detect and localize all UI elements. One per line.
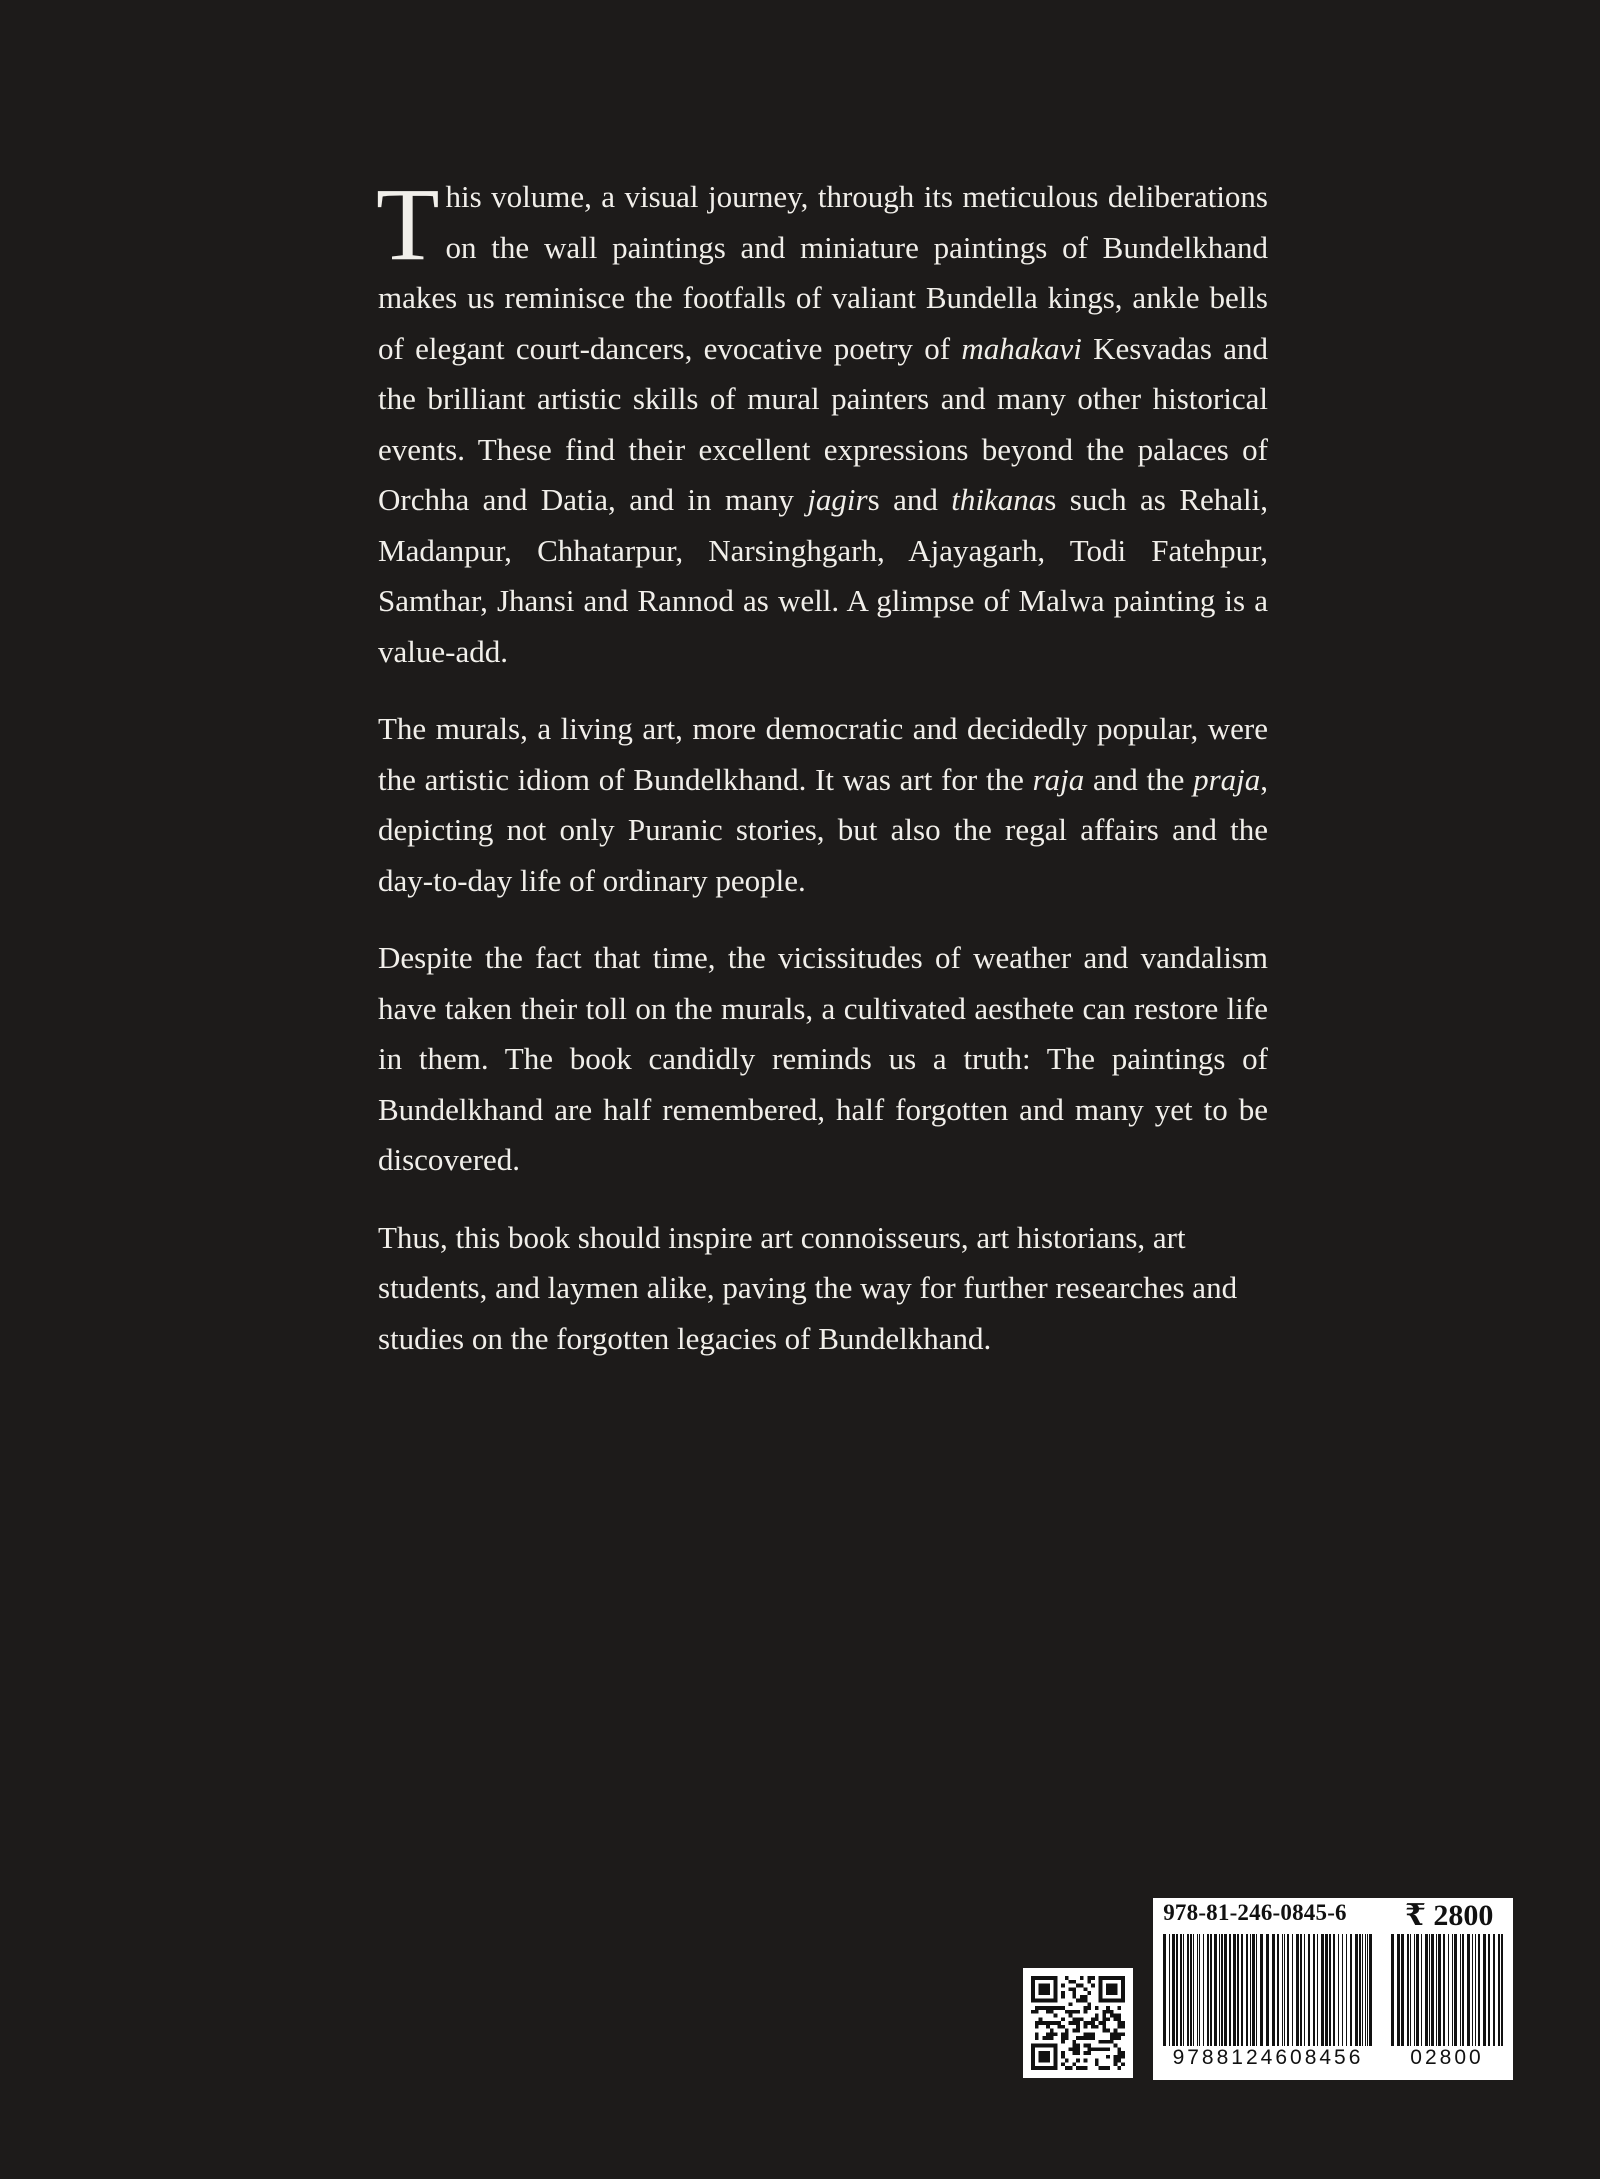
qr-module xyxy=(1117,2036,1121,2040)
blurb-text: , depicting not only Puranic stories, but also the regal affairs and the day-to-day life of ordinary people. xyxy=(378,761,1268,898)
qr-module xyxy=(1072,2040,1076,2044)
qr-module xyxy=(1061,2036,1065,2040)
qr-module xyxy=(1121,2062,1125,2066)
barcode-bar xyxy=(1391,1934,1394,2046)
qr-module xyxy=(1076,2051,1080,2055)
qr-module xyxy=(1072,2051,1076,2055)
blurb-italic-term: praja xyxy=(1193,761,1261,797)
barcode-bar xyxy=(1169,1934,1170,2046)
barcode-bar xyxy=(1407,1934,1409,2046)
blurb-text: s such as Rehali, Madanpur, Chhatarpur, Narsinghgarh, Ajayagarh, Todi Fatehpur, Samthar, Jhansi and Rannod as well. A glimpse of Malwa painting is a value-add. xyxy=(378,482,1268,669)
qr-module xyxy=(1072,1995,1076,1999)
qr-module xyxy=(1076,2021,1080,2025)
barcode-bar xyxy=(1233,1934,1236,2046)
qr-module xyxy=(1072,2029,1076,2033)
qr-module xyxy=(1084,2044,1088,2048)
qr-module xyxy=(1084,1987,1088,1991)
qr-module xyxy=(1121,2055,1125,2059)
qr-module xyxy=(1117,2025,1121,2029)
qr-module xyxy=(1050,2036,1054,2040)
qr-module xyxy=(1076,2036,1080,2040)
barcode-bar xyxy=(1346,1934,1347,2046)
qr-module xyxy=(1106,2017,1110,2021)
qr-module xyxy=(1091,2017,1095,2021)
barcode-bar xyxy=(1207,1934,1209,2046)
barcode-bar xyxy=(1282,1934,1283,2046)
qr-module xyxy=(1076,2059,1080,2063)
blurb-paragraph-3 xyxy=(378,933,1268,1186)
qr-module xyxy=(1072,2017,1076,2021)
qr-module xyxy=(1039,2017,1043,2021)
qr-module xyxy=(1069,2014,1073,2018)
barcode-bar xyxy=(1256,1934,1257,2046)
qr-module xyxy=(1117,2066,1121,2070)
qr-module xyxy=(1035,2036,1039,2040)
qr-module xyxy=(1076,2025,1080,2029)
blurb-text: The murals, a living art, more democratic and decidedly popular, were the artistic idiom of Bundelkhand. It was art for the xyxy=(378,711,1268,797)
qr-module xyxy=(1069,2066,1073,2070)
qr-module xyxy=(1050,2032,1054,2036)
qr-module xyxy=(1046,2006,1050,2010)
qr-module xyxy=(1117,2021,1121,2025)
qr-module xyxy=(1084,2051,1088,2055)
barcode-bar xyxy=(1176,1934,1178,2046)
qr-module xyxy=(1080,1976,1084,1980)
qr-module xyxy=(1035,2006,1039,2010)
barcode-bar xyxy=(1203,1934,1204,2046)
qr-module xyxy=(1046,2036,1050,2040)
barcode-bar xyxy=(1277,1934,1279,2046)
qr-module xyxy=(1114,2029,1118,2033)
qr-module xyxy=(1114,2055,1118,2059)
barcode-bar xyxy=(1475,1934,1476,2046)
qr-module xyxy=(1091,2047,1095,2051)
qr-module xyxy=(1110,2040,1114,2044)
qr-module xyxy=(1110,2036,1114,2040)
addon-digits: 02800 xyxy=(1410,2046,1484,2069)
qr-module xyxy=(1080,2017,1084,2021)
qr-module xyxy=(1076,2017,1080,2021)
barcode-bar xyxy=(1246,1934,1248,2046)
qr-module xyxy=(1106,1984,1117,1995)
qr-module xyxy=(1065,2029,1069,2033)
drop-cap: T xyxy=(376,167,440,282)
barcode-bar xyxy=(1219,1934,1220,2046)
barcode-bar xyxy=(1241,1934,1243,2046)
qr-module xyxy=(1084,2066,1088,2070)
qr-module xyxy=(1061,2040,1065,2044)
qr-module xyxy=(1087,2051,1091,2055)
qr-module xyxy=(1106,2006,1110,2010)
qr-module xyxy=(1102,2021,1106,2025)
isbn-barcode xyxy=(1153,1898,1513,2080)
qr-module xyxy=(1080,1984,1084,1988)
qr-module xyxy=(1091,1976,1095,1980)
qr-module xyxy=(1072,2010,1076,2014)
blurb-paragraph-1 xyxy=(376,167,1268,677)
qr-module xyxy=(1117,2055,1121,2059)
addon-barcode-bars xyxy=(1391,1934,1503,2046)
barcode-bar xyxy=(1292,1934,1293,2046)
barcode-bar xyxy=(1467,1934,1470,2046)
barcode-bar xyxy=(1488,1934,1490,2046)
qr-module xyxy=(1106,2029,1110,2033)
barcode-bar xyxy=(1355,1934,1358,2046)
barcode-bar xyxy=(1460,1934,1461,2046)
qr-module xyxy=(1095,2047,1099,2051)
qr-module xyxy=(1050,2006,1054,2010)
barcode-bar xyxy=(1180,1934,1182,2046)
qr-module xyxy=(1106,2047,1110,2051)
qr-module xyxy=(1087,2021,1091,2025)
qr-code xyxy=(1023,1968,1133,2078)
barcode-bar xyxy=(1421,1934,1422,2046)
qr-module xyxy=(1121,2032,1125,2036)
qr-module xyxy=(1069,2010,1073,2014)
qr-module xyxy=(1057,2025,1061,2029)
qr-module xyxy=(1084,2010,1088,2014)
qr-module xyxy=(1046,2021,1050,2025)
qr-module xyxy=(1072,2021,1076,2025)
qr-module xyxy=(1042,2036,1046,2040)
price-label: ₹ 2800 xyxy=(1405,1899,1494,1932)
barcode-bar xyxy=(1304,1934,1305,2046)
qr-module xyxy=(1076,2047,1080,2051)
qr-code-graphic xyxy=(1031,1976,1125,2070)
qr-module xyxy=(1114,2062,1118,2066)
qr-module xyxy=(1095,2006,1099,2010)
qr-module xyxy=(1065,2036,1069,2040)
barcode-bar xyxy=(1365,1934,1366,2046)
barcode-bar xyxy=(1425,1934,1428,2046)
barcode-bar xyxy=(1252,1934,1255,2046)
qr-module xyxy=(1102,2014,1106,2018)
qr-module xyxy=(1072,1991,1076,1995)
barcode-bar xyxy=(1401,1934,1404,2046)
qr-module xyxy=(1061,2055,1065,2059)
barcode-bar xyxy=(1221,1934,1223,2046)
blurb-text: Kesvadas and the brilliant artistic skills of mural painters and many other historical events. These find their excellent expressions beyond the palaces of Orchha and Datia, and in many xyxy=(378,330,1268,517)
qr-module xyxy=(1035,2032,1039,2036)
qr-module xyxy=(1099,2066,1103,2070)
qr-module xyxy=(1084,2025,1088,2029)
qr-module xyxy=(1087,2047,1091,2051)
barcode-bar xyxy=(1338,1934,1339,2046)
qr-module xyxy=(1091,2025,1095,2029)
barcode-bar xyxy=(1438,1934,1441,2046)
qr-module xyxy=(1087,2036,1091,2040)
qr-module xyxy=(1087,2002,1091,2006)
qr-module xyxy=(1046,2025,1050,2029)
barcode-bar xyxy=(1448,1934,1449,2046)
barcode-bar xyxy=(1483,1934,1486,2046)
qr-module xyxy=(1114,2017,1118,2021)
qr-module xyxy=(1102,2010,1106,2014)
qr-module xyxy=(1087,1991,1091,1995)
barcode-bar xyxy=(1214,1934,1217,2046)
back-cover-blurb xyxy=(376,167,1268,1391)
qr-module xyxy=(1091,1984,1095,1988)
barcode-bar xyxy=(1187,1934,1189,2046)
barcode-bar xyxy=(1431,1934,1434,2046)
barcode-bar xyxy=(1313,1934,1315,2046)
qr-module xyxy=(1102,2066,1106,2070)
blurb-text: Thus, this book should inspire art connoisseurs, art historians, art students, and laymen alike, paving the way for further researches and studies on the forgotten legacies of Bundelkhand. xyxy=(378,1219,1238,1356)
qr-module xyxy=(1080,2066,1084,2070)
barcode-bar xyxy=(1369,1934,1372,2046)
qr-module xyxy=(1035,2010,1039,2014)
qr-module xyxy=(1061,2051,1065,2055)
barcode-bar xyxy=(1229,1934,1231,2046)
barcode-bar xyxy=(1325,1934,1328,2046)
qr-module xyxy=(1069,1980,1073,1984)
qr-module xyxy=(1095,2059,1099,2063)
blurb-text: s and xyxy=(867,482,952,517)
barcode-bar xyxy=(1163,1934,1166,2046)
barcode-bar xyxy=(1172,1934,1175,2046)
qr-module xyxy=(1065,2032,1069,2036)
qr-module xyxy=(1087,2032,1091,2036)
qr-module xyxy=(1106,2055,1110,2059)
qr-module xyxy=(1039,1984,1050,1995)
barcode-bar xyxy=(1342,1934,1343,2046)
qr-module xyxy=(1084,2006,1088,2010)
barcode-bar xyxy=(1498,1934,1500,2046)
barcode-bar xyxy=(1472,1934,1473,2046)
barcode-bar xyxy=(1210,1934,1212,2046)
qr-module xyxy=(1106,2010,1110,2014)
barcode-bar xyxy=(1416,1934,1419,2046)
qr-module xyxy=(1106,2066,1110,2070)
qr-module xyxy=(1117,2006,1121,2010)
qr-module xyxy=(1087,1976,1091,1980)
qr-module xyxy=(1091,2021,1095,2025)
qr-module xyxy=(1095,2014,1099,2018)
qr-module xyxy=(1076,2010,1080,2014)
barcode-bar xyxy=(1266,1934,1269,2046)
qr-module xyxy=(1117,2014,1121,2018)
qr-module xyxy=(1069,2002,1073,2006)
qr-module xyxy=(1095,2025,1099,2029)
barcode-bar xyxy=(1501,1934,1503,2046)
qr-module xyxy=(1072,2047,1076,2051)
qr-module xyxy=(1087,1980,1091,1984)
qr-module xyxy=(1076,1999,1080,2003)
barcode-bar xyxy=(1237,1934,1239,2046)
qr-module xyxy=(1102,2025,1106,2029)
qr-module xyxy=(1061,2025,1065,2029)
qr-module xyxy=(1084,2036,1088,2040)
barcode-bar xyxy=(1284,1934,1285,2046)
barcode-bar xyxy=(1350,1934,1352,2046)
blurb-paragraph-4 xyxy=(378,1213,1268,1365)
qr-module xyxy=(1076,2066,1080,2070)
qr-module xyxy=(1102,2040,1106,2044)
qr-module xyxy=(1046,2032,1050,2036)
qr-module xyxy=(1057,2021,1061,2025)
qr-module xyxy=(1110,2032,1114,2036)
barcode-bar xyxy=(1199,1934,1200,2046)
barcode-bar xyxy=(1321,1934,1324,2046)
qr-module xyxy=(1114,2044,1118,2048)
barcode-bar xyxy=(1410,1934,1411,2046)
barcode-bar xyxy=(1317,1934,1318,2046)
qr-module xyxy=(1099,2040,1103,2044)
barcode-bar xyxy=(1300,1934,1302,2046)
qr-module xyxy=(1054,2006,1058,2010)
barcode-bar xyxy=(1362,1934,1363,2046)
qr-module xyxy=(1072,2062,1076,2066)
qr-module xyxy=(1114,2014,1118,2018)
qr-module xyxy=(1084,2059,1088,2063)
qr-module xyxy=(1091,2032,1095,2036)
qr-module xyxy=(1114,2059,1118,2063)
barcode-bar xyxy=(1183,1934,1184,2046)
barcode-bar xyxy=(1197,1934,1198,2046)
barcode-bar xyxy=(1260,1934,1263,2046)
blurb-text: his volume, a visual journey, through its meticulous deliberations on the wall paintings and miniature paintings of Bundelkhand makes us reminisce the footfalls of valiant Bundella kings, ankle bells of elegant court-dancers, evocative poetry of xyxy=(378,179,1268,366)
qr-module xyxy=(1069,2021,1073,2025)
barcode-bar xyxy=(1454,1934,1457,2046)
barcode-bar xyxy=(1367,1934,1368,2046)
qr-module xyxy=(1091,2036,1095,2040)
qr-module xyxy=(1121,2051,1125,2055)
qr-module xyxy=(1095,2017,1099,2021)
qr-module xyxy=(1072,2044,1076,2048)
qr-module xyxy=(1050,2010,1054,2014)
barcode-bar xyxy=(1329,1934,1331,2046)
qr-module xyxy=(1110,2010,1114,2014)
qr-module xyxy=(1046,2010,1050,2014)
blurb-italic-term: raja xyxy=(1032,761,1085,797)
qr-module xyxy=(1069,1987,1073,1991)
qr-module xyxy=(1076,2029,1080,2033)
ean-barcode-bars xyxy=(1163,1934,1373,2046)
barcode-bar xyxy=(1296,1934,1299,2046)
qr-module xyxy=(1061,1991,1065,1995)
barcode-bar xyxy=(1443,1934,1445,2046)
qr-module xyxy=(1121,2021,1125,2025)
qr-module xyxy=(1039,2021,1043,2025)
qr-module xyxy=(1069,2047,1073,2051)
qr-module xyxy=(1042,2021,1046,2025)
qr-module xyxy=(1042,2006,1046,2010)
qr-module xyxy=(1035,2025,1039,2029)
qr-module xyxy=(1061,1984,1065,1988)
qr-module xyxy=(1050,2021,1054,2025)
qr-module xyxy=(1117,2032,1121,2036)
blurb-italic-term: thikana xyxy=(951,482,1045,517)
qr-module xyxy=(1050,2029,1054,2033)
blurb-paragraph-2 xyxy=(378,704,1268,906)
qr-module xyxy=(1087,2006,1091,2010)
barcode-bar xyxy=(1478,1934,1480,2046)
barcode-bar xyxy=(1452,1934,1453,2046)
qr-module xyxy=(1121,2025,1125,2029)
qr-module xyxy=(1110,2014,1114,2018)
barcode-bar xyxy=(1224,1934,1227,2046)
qr-module xyxy=(1114,2032,1118,2036)
qr-module xyxy=(1117,2017,1121,2021)
qr-module xyxy=(1061,2062,1065,2066)
qr-module xyxy=(1035,2021,1039,2025)
qr-module xyxy=(1099,2021,1103,2025)
qr-module xyxy=(1072,1987,1076,1991)
qr-module xyxy=(1076,1984,1080,1988)
qr-module xyxy=(1061,2032,1065,2036)
qr-module xyxy=(1054,2032,1058,2036)
qr-module xyxy=(1065,1976,1069,1980)
qr-module xyxy=(1084,2032,1088,2036)
qr-module xyxy=(1084,2021,1088,2025)
blurb-text: and the xyxy=(1084,761,1194,797)
barcode-bar xyxy=(1308,1934,1310,2046)
barcode-bar xyxy=(1397,1934,1400,2046)
barcode-bar xyxy=(1429,1934,1430,2046)
barcode-bar xyxy=(1193,1934,1194,2046)
qr-module xyxy=(1054,2021,1058,2025)
qr-module xyxy=(1084,1999,1088,2003)
barcode-digits: 9788124608456 xyxy=(1172,2046,1364,2069)
barcode-bar xyxy=(1190,1934,1192,2046)
qr-module xyxy=(1072,1980,1076,1984)
blurb-text: Despite the fact that time, the vicissitudes of weather and vandalism have taken their toll on the murals, a cultivated aesthete can restore life in them. The book candidly reminds us a truth: The paintings of Bundelkhand are half remembered, half forgotten and many yet to be discovered. xyxy=(378,940,1268,1177)
qr-module xyxy=(1039,2006,1043,2010)
blurb-italic-term: mahakavi xyxy=(961,330,1082,366)
qr-module xyxy=(1061,2017,1065,2021)
barcode-bar xyxy=(1272,1934,1275,2046)
qr-module xyxy=(1117,2047,1121,2051)
qr-module xyxy=(1054,2014,1058,2018)
qr-module xyxy=(1039,2051,1050,2062)
barcode-bar xyxy=(1414,1934,1415,2046)
barcode-bar xyxy=(1333,1934,1335,2046)
barcode-bar xyxy=(1436,1934,1437,2046)
qr-module xyxy=(1095,2062,1099,2066)
barcode-bar xyxy=(1493,1934,1495,2046)
qr-module xyxy=(1102,2029,1106,2033)
qr-module xyxy=(1065,2066,1069,2070)
qr-module xyxy=(1087,2044,1091,2048)
qr-module xyxy=(1117,2051,1121,2055)
qr-module xyxy=(1099,2047,1103,2051)
qr-module xyxy=(1031,2010,1035,2014)
qr-module xyxy=(1106,2040,1110,2044)
qr-module xyxy=(1102,2017,1106,2021)
qr-module xyxy=(1076,2044,1080,2048)
qr-module xyxy=(1061,1995,1065,1999)
isbn-number: 978-81-246-0845-6 xyxy=(1163,1900,1347,1925)
barcode-bar xyxy=(1462,1934,1464,2046)
barcode-bar xyxy=(1250,1934,1251,2046)
barcode-bar xyxy=(1287,1934,1289,2046)
qr-module xyxy=(1080,1995,1084,1999)
qr-module xyxy=(1065,2059,1069,2063)
qr-module xyxy=(1114,2036,1118,2040)
qr-module xyxy=(1065,2010,1069,2014)
qr-module xyxy=(1102,2047,1106,2051)
qr-module xyxy=(1080,1999,1084,2003)
qr-module xyxy=(1057,2006,1061,2010)
blurb-italic-term: jagir xyxy=(807,482,868,517)
qr-module xyxy=(1061,2006,1065,2010)
barcode-bar xyxy=(1359,1934,1361,2046)
qr-module xyxy=(1084,1995,1088,1999)
qr-module xyxy=(1117,2059,1121,2063)
qr-module xyxy=(1080,2036,1084,2040)
